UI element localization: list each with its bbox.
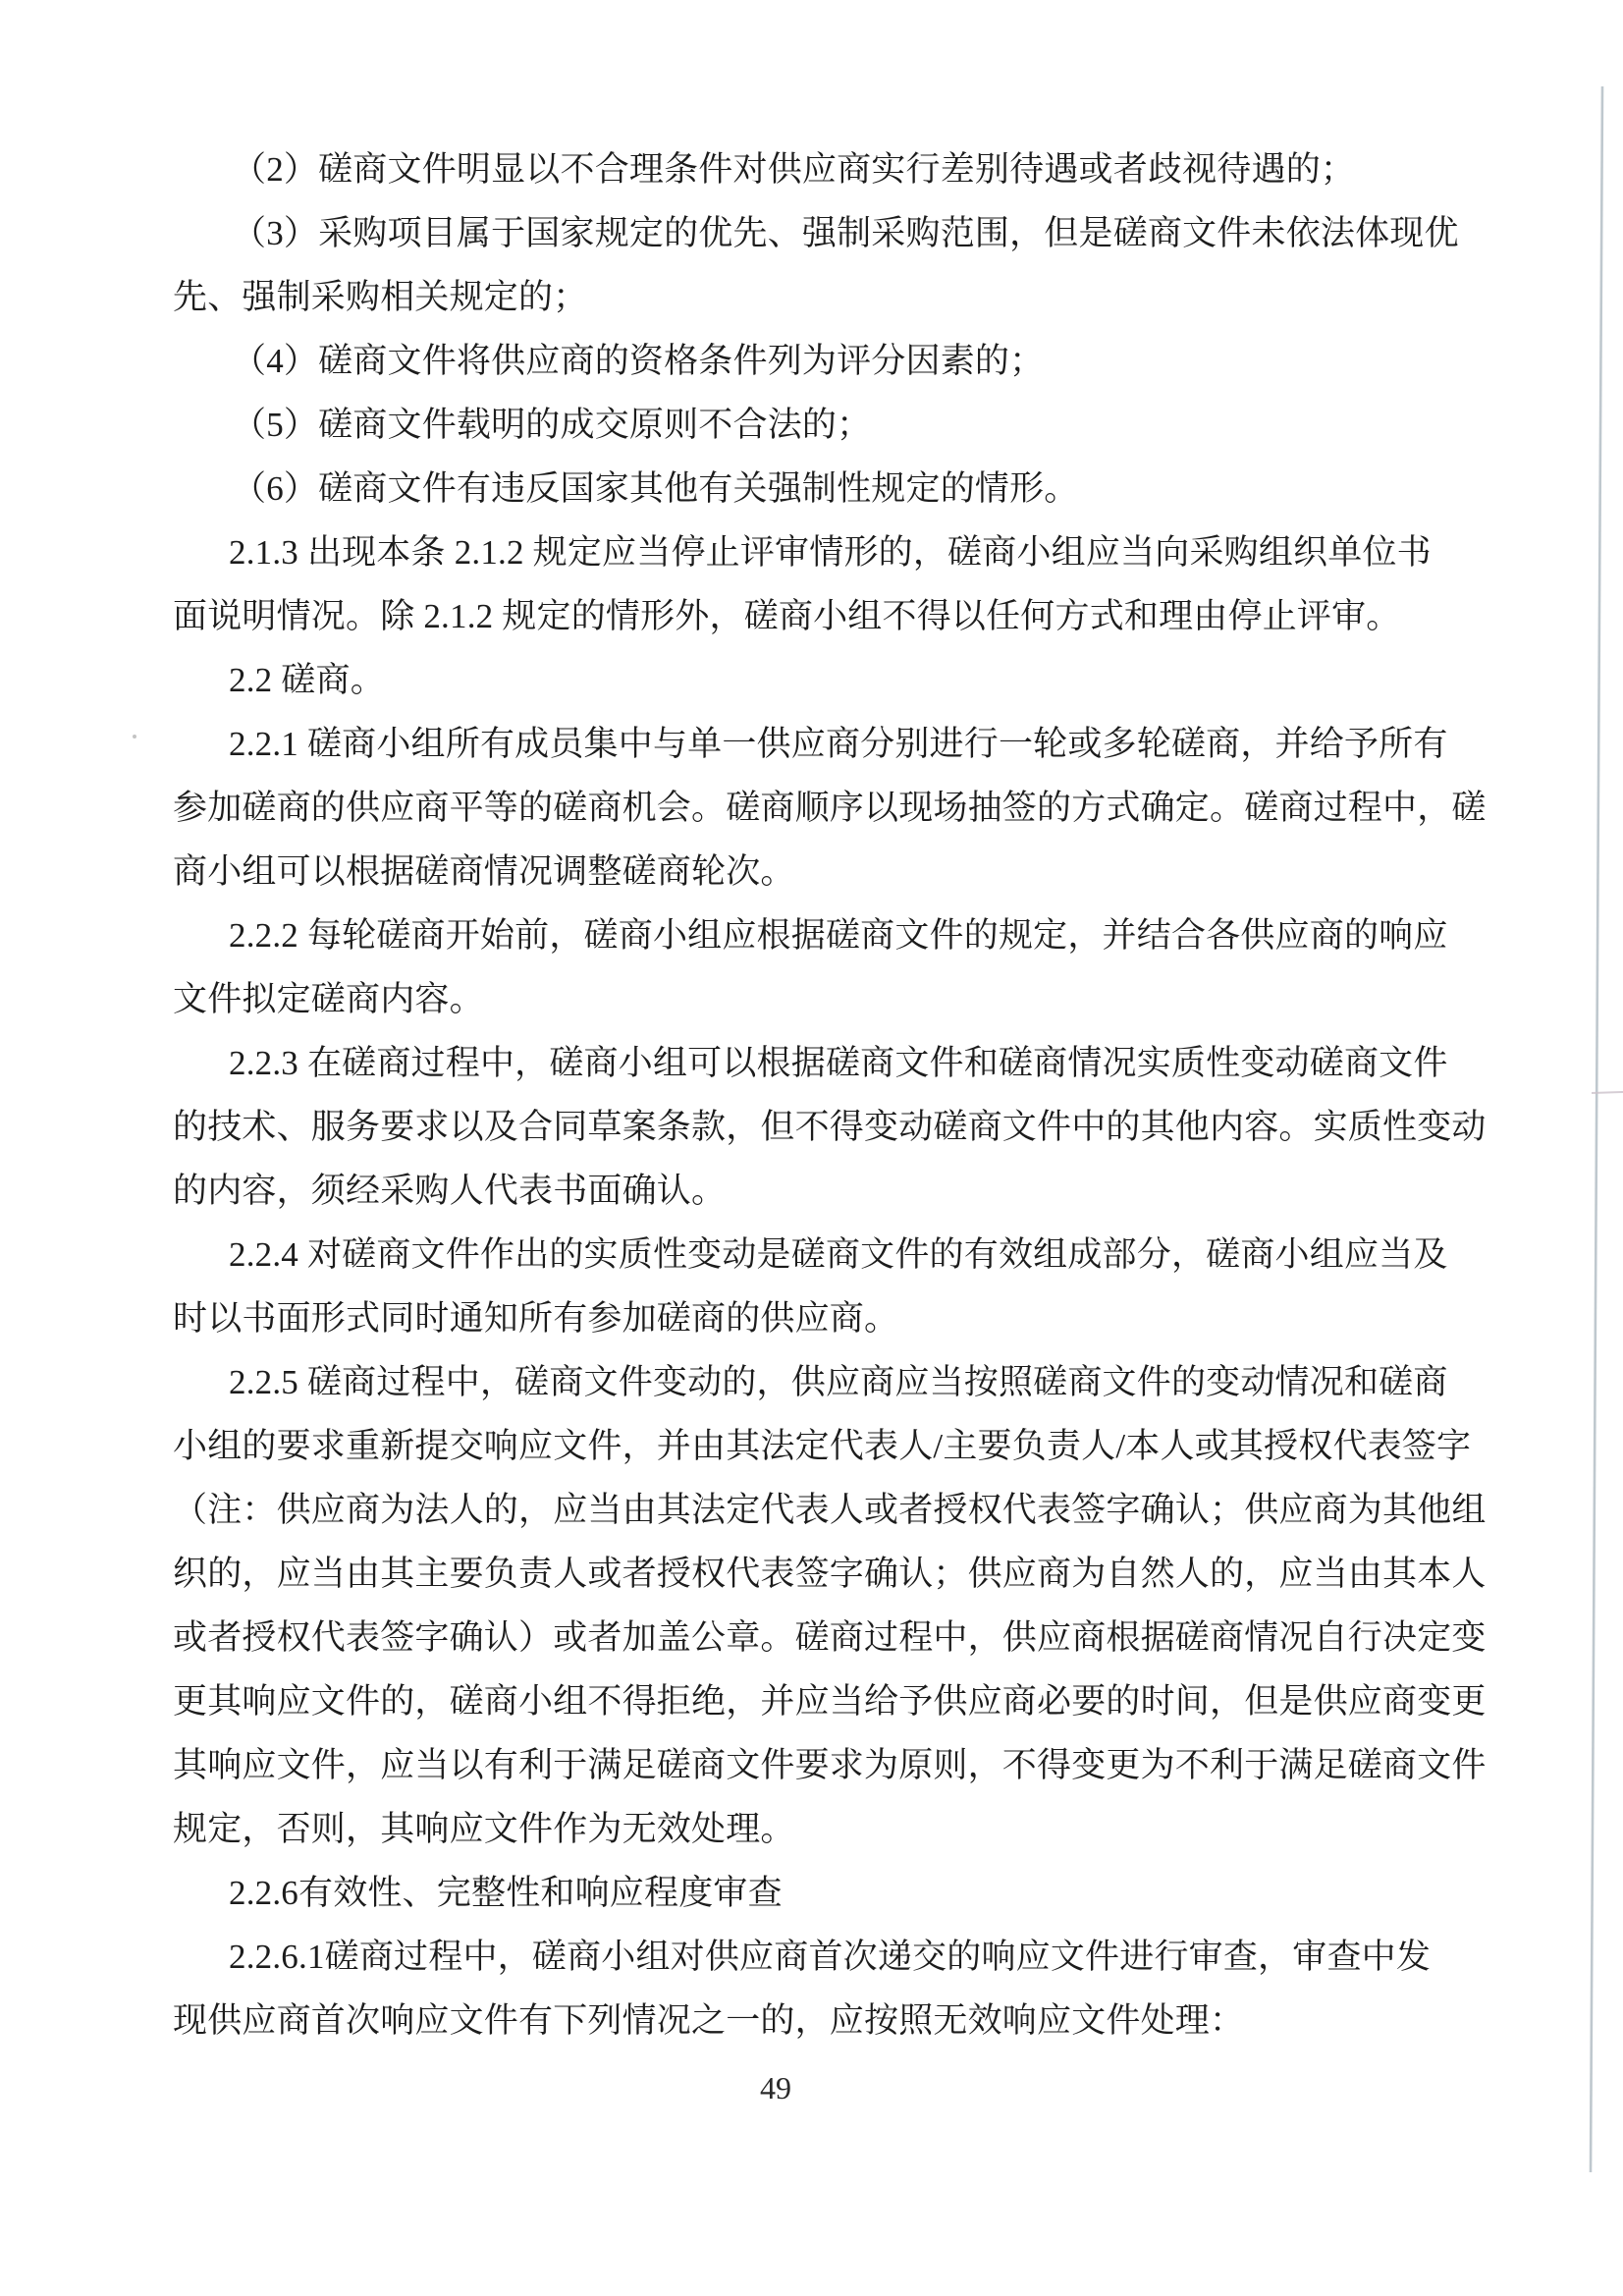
text-line: 小组的要求重新提交响应文件，并由其法定代表人/主要负责人/本人或其授权代表签字 [173,1427,1472,1465]
text-line: （6）磋商文件有违反国家其他有关强制性规定的情形。 [232,469,1079,508]
text-line: 2.2 磋商。 [229,661,385,699]
text-line: （4）磋商文件将供应商的资格条件列为评分因素的； [232,342,1045,380]
text-line: 2.2.6.1磋商过程中，磋商小组对供应商首次递交的响应文件进行审查，审查中发 [229,1938,1432,1976]
document-body [173,137,1508,2052]
text-line: 或者授权代表签字确认）或者加盖公章。磋商过程中，供应商根据磋商情况自行决定变 [173,1618,1487,1657]
text-line: 2.2.4 对磋商文件作出的实质性变动是磋商文件的有效组成部分，磋商小组应当及 [229,1235,1448,1274]
text-line: 商小组可以根据磋商情况调整磋商轮次。 [173,852,795,891]
text-line: 2.2.2 每轮磋商开始前，磋商小组应根据磋商文件的规定，并结合各供应商的响应 [229,916,1448,955]
text-line: 其响应文件，应当以有利于满足磋商文件要求为原则，不得变更为不利于满足磋商文件 [173,1746,1487,1784]
text-line: 时以书面形式同时通知所有参加磋商的供应商。 [173,1299,899,1338]
text-line: 2.1.3 出现本条 2.1.2 规定应当停止评审情形的，磋商小组应当向采购组织单位书 [229,533,1432,572]
text-line: 2.2.5 磋商过程中，磋商文件变动的，供应商应当按照磋商文件的变动情况和磋商 [229,1363,1448,1401]
text-line: 的内容，须经采购人代表书面确认。 [173,1172,727,1210]
text-line: 织的，应当由其主要负责人或者授权代表签字确认；供应商为自然人的，应当由其本人 [173,1555,1487,1593]
page-number: 49 [760,2070,791,2105]
text-line: 2.2.6有效性、完整性和响应程度审查 [229,1874,783,1912]
text-line: 更其响应文件的，磋商小组不得拒绝，并应当给予供应商必要的时间，但是供应商变更 [173,1682,1487,1721]
text-line: （3）采购项目属于国家规定的优先、强制采购范围，但是磋商文件未依法体现优 [232,214,1459,252]
text-line: （5）磋商文件载明的成交原则不合法的； [232,406,872,444]
text-line: （2）磋商文件明显以不合理条件对供应商实行差别待遇或者歧视待遇的； [232,150,1356,189]
text-line: 面说明情况。除 2.1.2 规定的情形外，磋商小组不得以任何方式和理由停止评审。 [173,597,1401,635]
scan-artifact-vertical-line [1591,86,1602,2172]
text-line: 的技术、服务要求以及合同草案条款，但不得变动磋商文件中的其他内容。实质性变动 [173,1108,1487,1146]
text-line: 现供应商首次响应文件有下列情况之一的，应按照无效响应文件处理： [173,2001,1245,2040]
scan-artifact-horizontal-tick [1592,1092,1623,1093]
scan-speckle [133,735,136,738]
text-line: 2.2.3 在磋商过程中，磋商小组可以根据磋商文件和磋商情况实质性变动磋商文件 [229,1044,1448,1082]
text-line: 先、强制采购相关规定的； [173,278,588,316]
text-line: 2.2.1 磋商小组所有成员集中与单一供应商分别进行一轮或多轮磋商，并给予所有 [229,725,1448,763]
text-line: 参加磋商的供应商平等的磋商机会。磋商顺序以现场抽签的方式确定。磋商过程中，磋 [173,789,1487,827]
text-line: （注：供应商为法人的，应当由其法定代表人或者授权代表签字确认；供应商为其他组 [173,1491,1487,1529]
text-line: 规定，否则，其响应文件作为无效处理。 [173,1810,795,1848]
text-line: 文件拟定磋商内容。 [173,980,484,1018]
